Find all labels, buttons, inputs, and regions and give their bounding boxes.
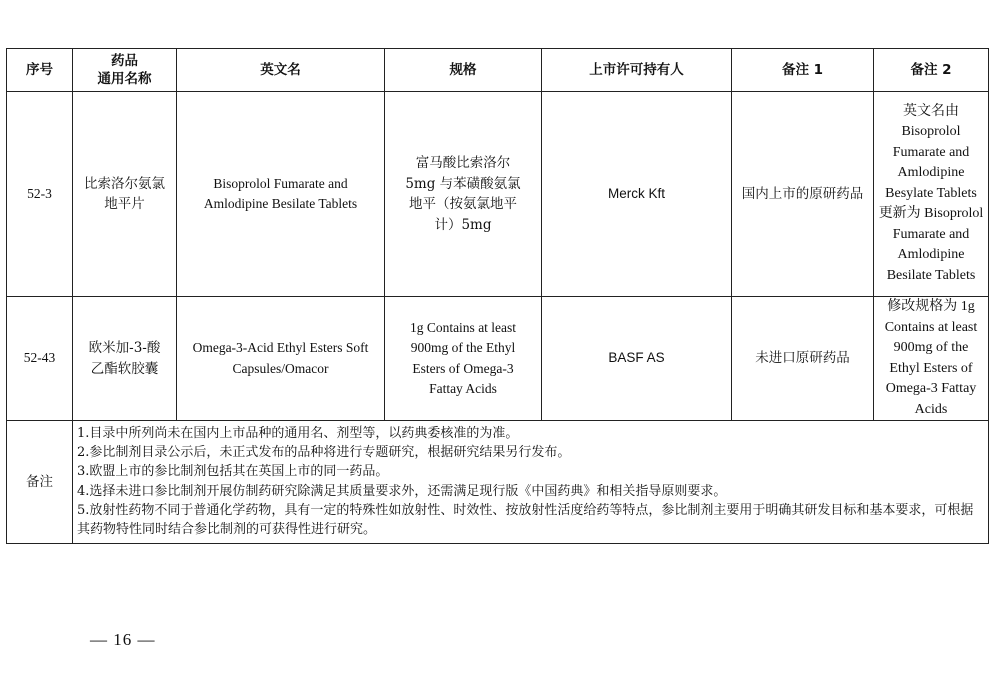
cell-english-name: Omega-3-Acid Ethyl Esters Soft Capsules/Omacor [177, 297, 385, 421]
cell-no: 52-3 [7, 92, 73, 297]
reference-drug-table [6, 48, 989, 544]
cell-note2: 修改规格为 1g Contains at least 900mg of the Ethyl Esters of Omega-3 Fattay Acids [874, 297, 989, 421]
table-row [7, 297, 989, 421]
header-no: 序号 [7, 49, 73, 92]
cell-note1: 未进口原研药品 [732, 297, 874, 421]
cell-holder: BASF AS [542, 297, 732, 421]
header-spec: 规格 [385, 49, 542, 92]
note-item: 1.目录中所列尚未在国内上市品种的通用名、剂型等，以药典委核准的为准。 [77, 426, 519, 441]
cell-english-name: Bisoprolol Fumarate and Amlodipine Besilate Tablets [177, 92, 385, 297]
cell-generic-name: 欧米加-3-酸乙酯软胶囊 [73, 297, 177, 421]
notes-content [73, 421, 989, 544]
note-item: 5.放射性药物不同于普通化学药物，具有一定的特殊性如放射性、时效性、按放射性活度给药等特点，参比制剂主要用于明确其研发目标和基本要求，可根据其药物特性同时结合参比制剂的可获得性进行研究。 [77, 502, 974, 538]
header-note2: 备注 2 [874, 49, 989, 92]
cell-note2: 英文名由 Bisoprolol Fumarate and Amlodipine Besylate Tablets 更新为 Bisoprolol Fumarate and Amlodipine Besilate Tablets [874, 92, 989, 297]
cell-generic-name: 比索洛尔氨氯地平片 [73, 92, 177, 297]
header-english-name: 英文名 [177, 49, 385, 92]
notes-label: 备注 [7, 421, 73, 544]
table-header-row [7, 49, 989, 92]
note-item: 3.欧盟上市的参比制剂包括其在英国上市的同一药品。 [77, 464, 389, 480]
cell-holder: Merck Kft [542, 92, 732, 297]
cell-note1: 国内上市的原研药品 [732, 92, 874, 297]
header-generic-name: 药品 通用名称 [73, 49, 177, 92]
cell-spec: 1g Contains at least 900mg of the Ethyl Esters of Omega-3 Fattay Acids [385, 297, 542, 421]
notes-row [7, 421, 989, 544]
cell-spec: 富马酸比索洛尔 5mg 与苯磺酸氨氯地平（按氨氯地平计）5mg [385, 92, 542, 297]
note-item: 4.选择未进口参比制剂开展仿制药研究除满足其质量要求外，还需满足现行版《中国药典》和相关指导原则要求。 [77, 483, 727, 499]
header-note1: 备注 1 [732, 49, 874, 92]
header-holder: 上市许可持有人 [542, 49, 732, 92]
page-number: — 16 — [90, 630, 156, 649]
table-row [7, 92, 989, 297]
note-item: 2.参比制剂目录公示后，未正式发布的品种将进行专题研究，根据研究结果另行发布。 [77, 445, 571, 461]
cell-no: 52-43 [7, 297, 73, 421]
